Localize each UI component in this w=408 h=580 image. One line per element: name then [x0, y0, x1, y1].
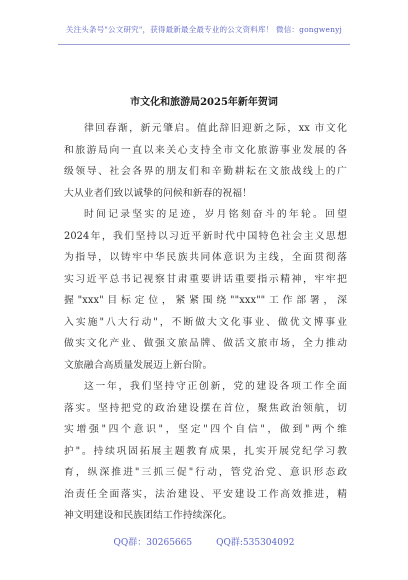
- qq-group-1-number: 30265665: [146, 538, 193, 548]
- paragraph-line: 入实施"八大行动"，不断做大文化事业、做优文博事业: [64, 316, 347, 328]
- paragraph-line: 治责任全面落实，法治建设、平安建设工作高效推进，精: [64, 488, 347, 500]
- paragraph-line: 2024年，我们坚持以习近平新时代中国特色社会主义思想: [64, 230, 347, 242]
- paragraph-line: 大从业者们致以诚挚的问候和新春的祝福！: [64, 187, 253, 199]
- paragraph-line: 护"。持续巩固拓展主题教育成果，扎实开展党纪学习教: [64, 445, 347, 457]
- header-divider: [58, 44, 350, 45]
- paragraph-line: 律回春渐，新元肇启。值此辞旧迎新之际，xx 市文化: [84, 123, 347, 134]
- qq-group-2-label: QQ群:: [216, 538, 243, 548]
- header-banner: 关注头条号"公文研究"，获得最新最全最专业的公文资料库！ 微信：gongwenyj: [65, 25, 343, 34]
- paragraph-line: 级领导、社会各界的朋友们和辛勤耕耘在文旅战线上的广: [64, 166, 347, 177]
- paragraph-line: 握"xxx"目标定位，紧紧围绕""xxx""工作部署，深: [64, 295, 347, 306]
- document-title: 市文化和旅游局2025年新年贺词: [130, 97, 278, 108]
- qq-group-2-number: 535304092: [242, 538, 295, 548]
- paragraph-line: 育，纵深推进"三抓三促"行动，管党治党、意识形态政: [64, 467, 347, 478]
- qq-group-1-label: QQ群：: [113, 538, 147, 548]
- paragraph-line: 做实文化产业、做强文旅品牌、做活文旅市场，全力推动: [64, 338, 347, 349]
- paragraph-line: 落实。坚持把党的政治建设摆在首位，聚焦政治领航，切: [64, 402, 347, 414]
- paragraph-line: 这一年，我们坚持守正创新，党的建设各项工作全面: [84, 381, 347, 392]
- paragraph-line: 文旅融合高质量发展迈上新台阶。: [64, 359, 213, 371]
- paragraph-2: [64, 204, 347, 376]
- paragraph-line: 实习近平总书记视察甘肃重要讲话重要指示精神，牢牢把: [64, 273, 347, 285]
- paragraph-3: [64, 376, 347, 527]
- paragraph-1: [64, 118, 347, 204]
- paragraph-line: 时间记录坚实的足迹，岁月铭刻奋斗的年轮。回望: [84, 209, 347, 220]
- paragraph-line: 实增强"四个意识"，坚定"四个自信"，做到"两个维: [64, 424, 347, 435]
- paragraph-line: 和旅游局向一直以来关心支持全市文化旅游事业发展的各: [64, 144, 347, 156]
- footer-contact: [0, 535, 408, 548]
- paragraph-line: 为指导，以铸牢中华民族共同体意识为主线，全面贯彻落: [64, 252, 347, 263]
- paragraph-line: 神文明建设和民族团结工作持续深化。: [64, 510, 233, 521]
